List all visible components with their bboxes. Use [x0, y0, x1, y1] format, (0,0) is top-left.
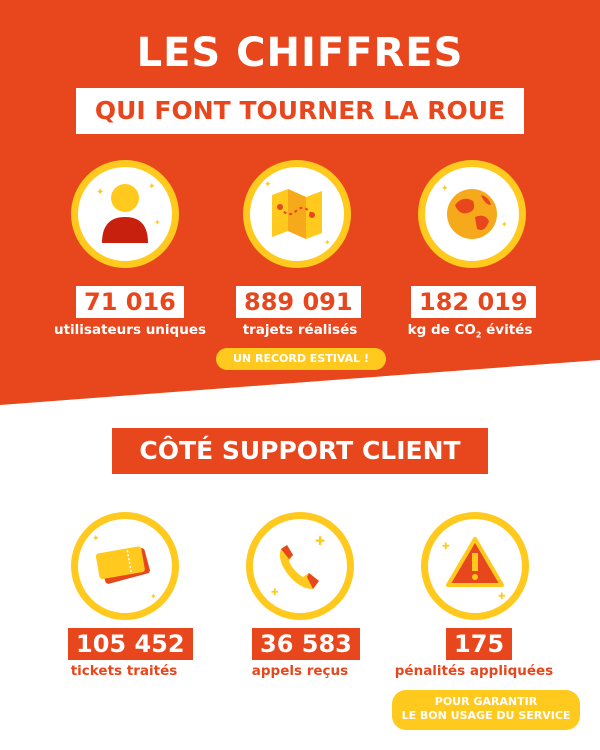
phone-icon-circle	[246, 512, 354, 620]
support-value-tickets: 105 452	[68, 628, 193, 660]
svg-text:✦: ✦	[501, 220, 508, 229]
map-icon-circle	[243, 160, 351, 268]
stat-value-users: 71 016	[76, 286, 184, 318]
user-icon-circle	[71, 160, 179, 268]
support-value-penalties: 175	[446, 628, 512, 660]
svg-text:✦: ✦	[148, 182, 156, 192]
svg-text:✦: ✦	[324, 238, 331, 247]
user-icon	[78, 167, 172, 261]
svg-text:✚: ✚	[315, 534, 326, 548]
globe-icon-circle	[418, 160, 526, 268]
ticket-icon	[78, 519, 172, 613]
svg-text:✦: ✦	[264, 180, 272, 190]
warning-icon-circle	[421, 512, 529, 620]
support-label-penalties: pénalités appliquées	[394, 663, 554, 679]
svg-text:✦: ✦	[441, 184, 449, 194]
support-label-tickets: tickets traités	[70, 663, 178, 679]
svg-text:✦: ✦	[150, 592, 157, 601]
support-title: CÔTÉ SUPPORT CLIENT	[112, 428, 488, 474]
svg-text:✦: ✦	[96, 187, 105, 198]
page-subtitle: QUI FONT TOURNER LA ROUE	[76, 88, 524, 134]
svg-text:✦: ✦	[154, 218, 161, 227]
support-label-calls: appels reçus	[251, 663, 349, 679]
stat-value-co2: 182 019	[411, 286, 536, 318]
support-note	[392, 690, 580, 730]
ticket-icon-circle	[71, 512, 179, 620]
page-title: LES CHIFFRES	[136, 30, 464, 76]
globe-icon	[425, 167, 519, 261]
stat-label-co2: kg de $CO_2$ évités	[407, 322, 533, 340]
stat-label-trips: trajets réalisés	[242, 322, 358, 338]
svg-text:✚: ✚	[271, 588, 279, 598]
support-note-line1: POUR GARANTIR	[434, 695, 538, 708]
stat-label-users: utilisateurs uniques	[53, 322, 207, 338]
record-badge: UN RECORD ESTIVAL !	[216, 348, 386, 370]
warning-icon	[428, 519, 522, 613]
support-note-line2: LE BON USAGE DU SERVICE	[401, 709, 571, 722]
phone-icon	[253, 519, 347, 613]
svg-text:✦: ✦	[92, 534, 100, 544]
map-icon	[250, 167, 344, 261]
support-value-calls: 36 583	[252, 628, 360, 660]
svg-text:✚: ✚	[442, 542, 450, 552]
stat-value-trips: 889 091	[236, 286, 361, 318]
svg-text:✚: ✚	[498, 592, 506, 602]
